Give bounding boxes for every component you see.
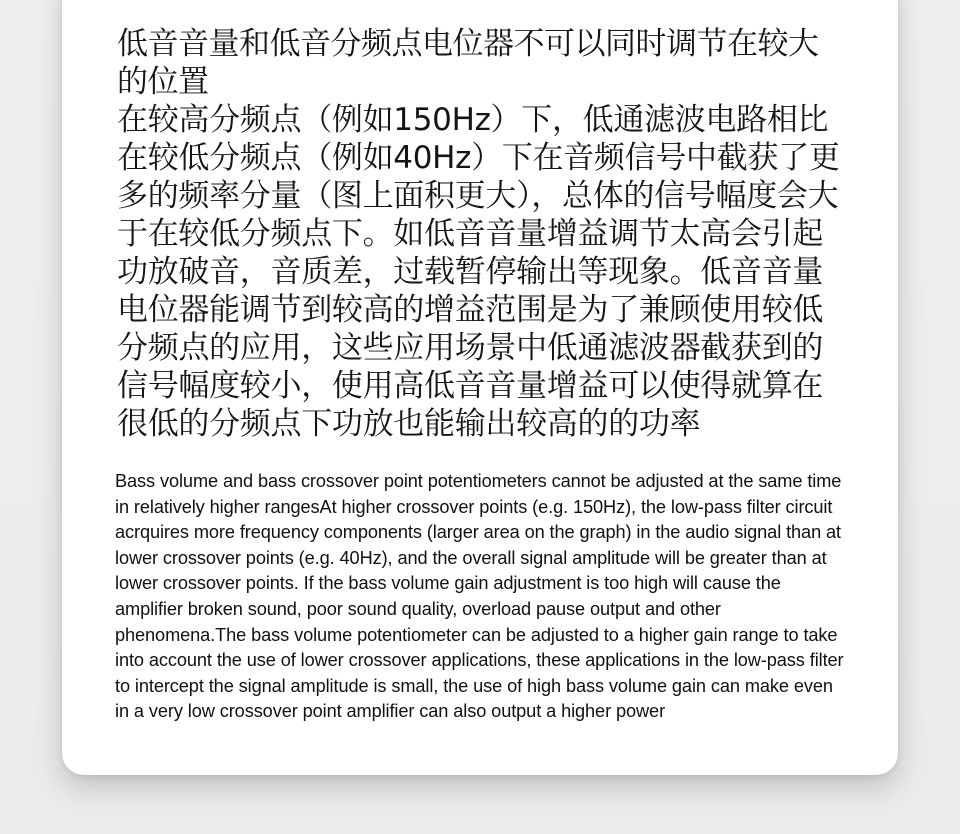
- en-paragraph: Bass volume and bass crossover point potentiometers cannot be adjusted at the same time in relatively higher rangesAt higher crossover points (e.g. 150Hz), the low-pass filter circuit acrquires more frequency components (larger area on the graph) in the audio signal than at lower crossover points (e.g. 40Hz), and the overall signal amplitude will be greater than at lower crossover points. If the bass volume gain adjustment is too high will cause the amplifier broken sound, poor sound quality, overload pause output and other phenomena.The bass volume potentiometer can be adjusted to a higher gain range to take into account the use of lower crossover applications, these applications in the low-pass filter to intercept the signal amplitude is small, the use of high bass volume gain can make even in a very low crossover point amplifier can also output a higher power: [115, 471, 844, 722]
- zh-heading: 低音音量和低音分频点电位器不可以同时调节在较大的位置: [117, 26, 819, 100]
- zh-paragraph: 在较高分频点（例如150Hz）下，低通滤波电路相比在较低分频点（例如40Hz）下在音频信号中截获了更多的频率分量（图上面积更大），总体的信号幅度会大于在较低分频点下。如低音音量增益调节太高会引起功放破音，音质差，过载暂停输出等现象。低音音量电位器能调节到较高的增益范围是为了兼顾使用较低分频点的应用，这些应用场景中低通滤波器截获到的信号幅度较小，使用高低音音量增益可以使得就算在很低的分频点下功放也能输出较高的的功率: [117, 102, 840, 442]
